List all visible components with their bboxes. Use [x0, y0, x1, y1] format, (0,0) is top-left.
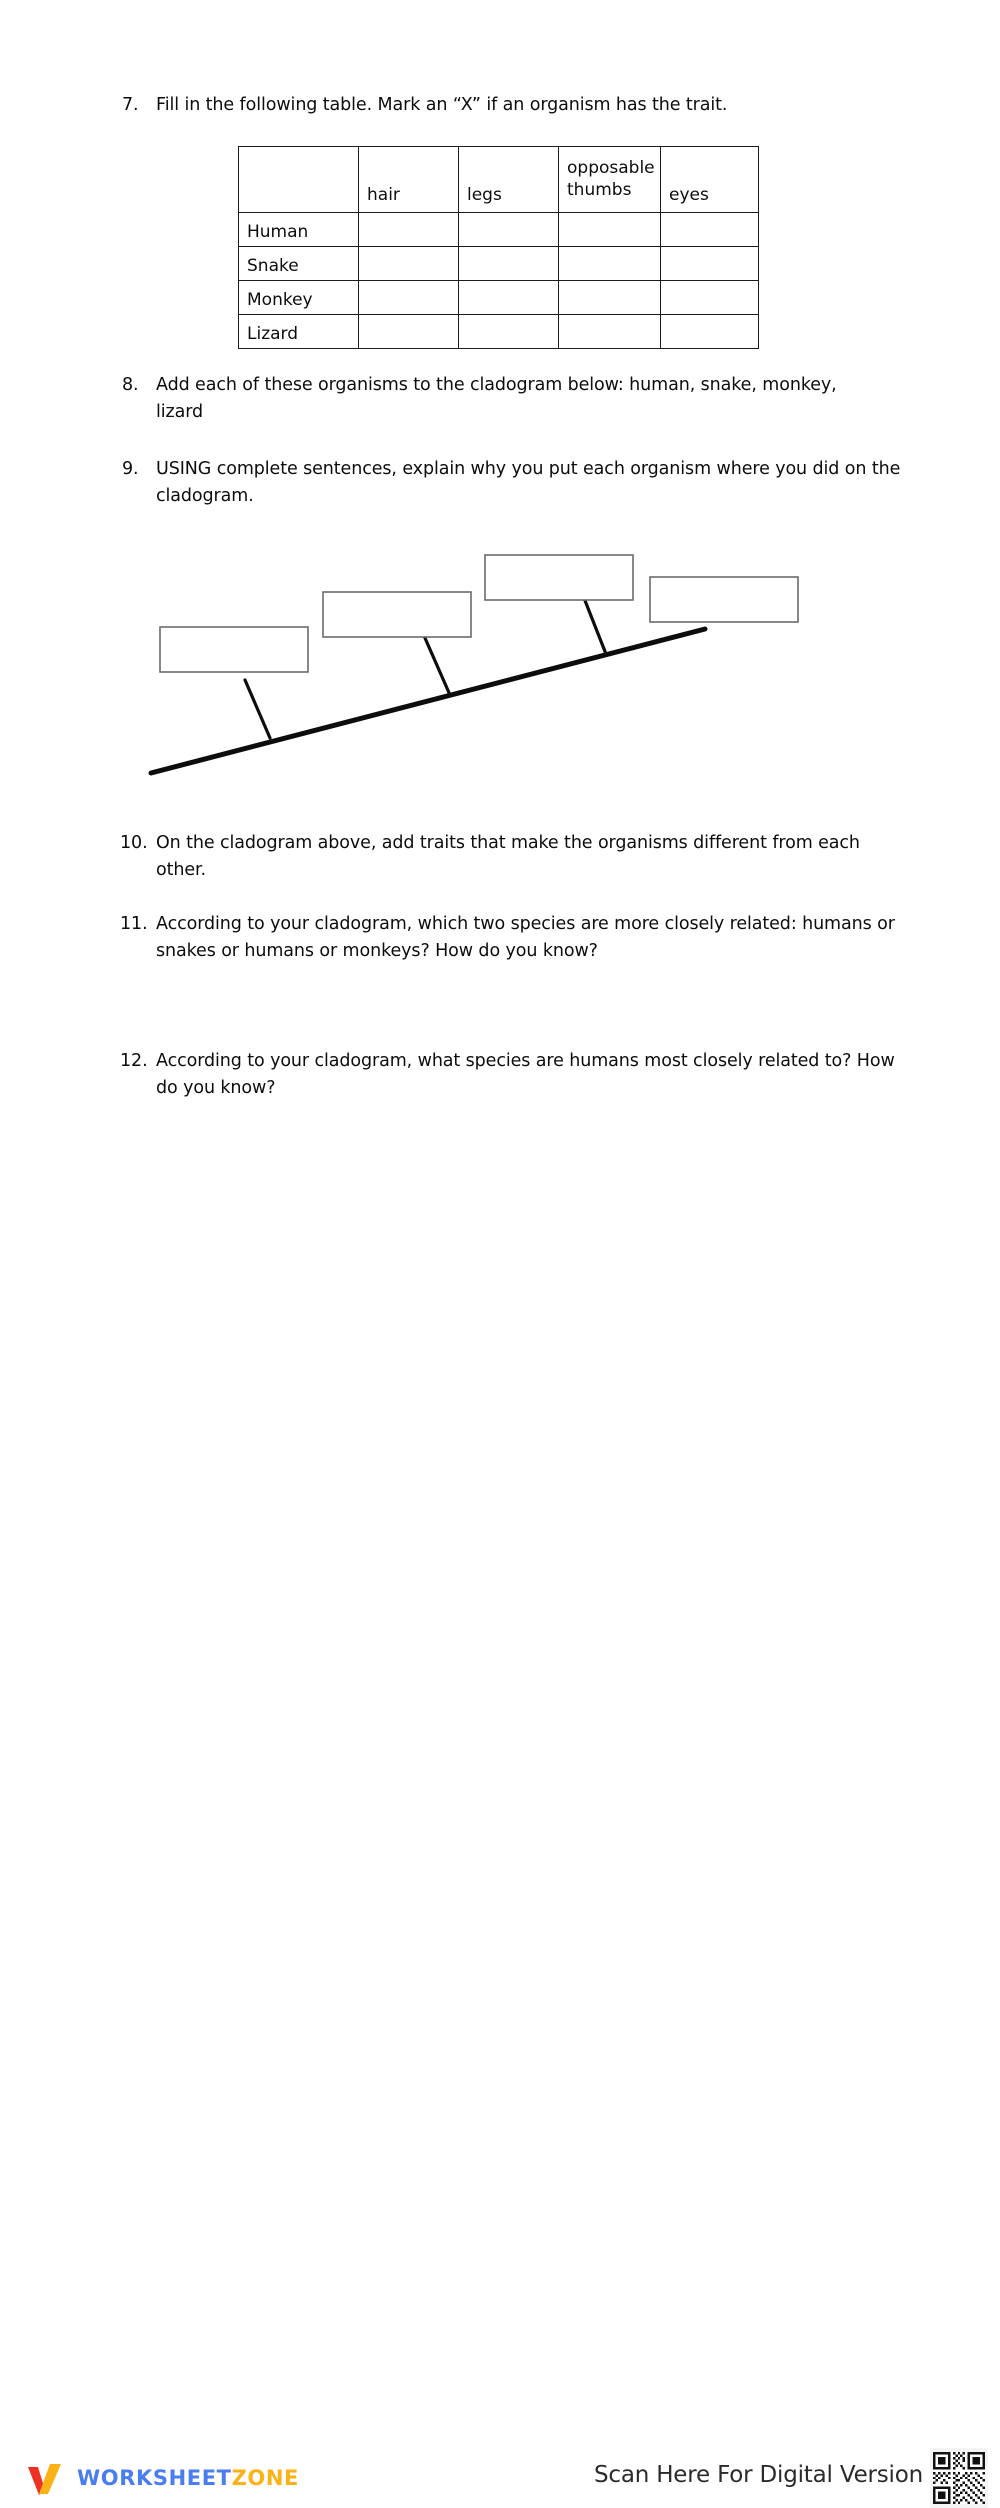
- table-row: [239, 247, 759, 281]
- row-label-human: Human: [239, 213, 359, 247]
- cell-monkey-thumbs[interactable]: [559, 281, 661, 315]
- table-corner-header: [239, 147, 359, 213]
- trait-table-container: [238, 146, 759, 349]
- logo-wordmark: [77, 2466, 299, 2490]
- cell-monkey-eyes[interactable]: [661, 281, 759, 315]
- page-footer: [0, 1222, 1000, 2490]
- cell-human-thumbs[interactable]: [559, 213, 661, 247]
- cladogram-label-box-3[interactable]: [485, 555, 633, 600]
- cladogram-branch-1: [245, 680, 270, 738]
- column-header-hair: hair: [359, 147, 459, 213]
- row-label-snake: Snake: [239, 247, 359, 281]
- cell-lizard-eyes[interactable]: [661, 315, 759, 349]
- question-9-text: USING complete sentences, explain why you put each organism where you did on the cladogram.: [156, 459, 901, 506]
- row-label-lizard: Lizard: [239, 315, 359, 349]
- question-11: [120, 911, 910, 965]
- question-12-text: According to your cladogram, what species are humans most closely related to? How do you know?: [156, 1051, 895, 1098]
- qr-code-icon[interactable]: [930, 2448, 988, 2508]
- table-header-row: [239, 147, 759, 213]
- question-8-text: Add each of these organisms to the cladogram below: human, snake, monkey, lizard: [156, 375, 837, 422]
- cladogram-branch-3: [584, 598, 606, 654]
- trait-table: [238, 146, 759, 349]
- cell-human-eyes[interactable]: [661, 213, 759, 247]
- table-row: [239, 281, 759, 315]
- column-header-opposable-thumbs: opposable thumbs: [559, 147, 661, 213]
- cell-human-legs[interactable]: [459, 213, 559, 247]
- question-8: [122, 372, 882, 426]
- cell-snake-hair[interactable]: [359, 247, 459, 281]
- cladogram-branch-2: [425, 638, 450, 695]
- question-9-number: 9.: [122, 459, 139, 479]
- cell-monkey-legs[interactable]: [459, 281, 559, 315]
- question-12-number: 12.: [120, 1051, 148, 1071]
- cell-lizard-legs[interactable]: [459, 315, 559, 349]
- logo-word-zone: ZONE: [231, 2466, 299, 2490]
- cladogram-label-box-4[interactable]: [650, 577, 798, 622]
- table-row: [239, 315, 759, 349]
- worksheet-zone-logo[interactable]: [26, 2458, 299, 2498]
- table-row: [239, 213, 759, 247]
- cladogram-label-box-1[interactable]: [160, 627, 308, 672]
- question-8-number: 8.: [122, 375, 139, 395]
- logo-word-worksheet: WORKSHEET: [77, 2466, 232, 2490]
- column-header-legs: legs: [459, 147, 559, 213]
- scan-here-label: Scan Here For Digital Version: [593, 2462, 923, 2488]
- question-10-number: 10.: [120, 833, 148, 853]
- question-11-number: 11.: [120, 914, 148, 934]
- cell-snake-legs[interactable]: [459, 247, 559, 281]
- cell-snake-thumbs[interactable]: [559, 247, 661, 281]
- question-12: [120, 1048, 910, 1102]
- question-11-text: According to your cladogram, which two species are more closely related: humans or snakes or humans or monkeys? How do you know?: [156, 914, 895, 961]
- question-7: [122, 92, 922, 119]
- cell-lizard-hair[interactable]: [359, 315, 459, 349]
- question-10-text: On the cladogram above, add traits that make the organisms different from each other.: [156, 833, 860, 880]
- cell-lizard-thumbs[interactable]: [559, 315, 661, 349]
- cell-monkey-hair[interactable]: [359, 281, 459, 315]
- cladogram-label-box-2[interactable]: [323, 592, 471, 637]
- question-7-number: 7.: [122, 95, 139, 115]
- column-header-eyes: eyes: [661, 147, 759, 213]
- question-9: [122, 456, 912, 510]
- question-10: [120, 830, 910, 884]
- row-label-monkey: Monkey: [239, 281, 359, 315]
- cladogram-diagram: [140, 540, 840, 800]
- cell-human-hair[interactable]: [359, 213, 459, 247]
- question-7-text: Fill in the following table. Mark an “X” if an organism has the trait.: [156, 95, 728, 115]
- logo-checkmark-icon: [26, 2459, 68, 2497]
- cell-snake-eyes[interactable]: [661, 247, 759, 281]
